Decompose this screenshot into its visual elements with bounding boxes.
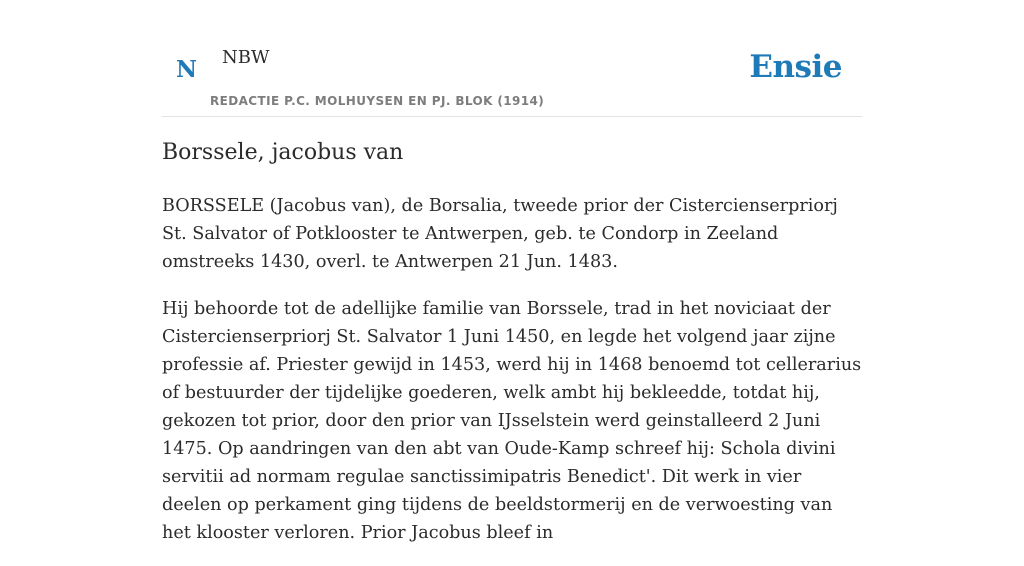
paragraph: Hij behoorde tot de adellijke familie van Borssele, trad in het noviciaat der Cistercienserpriorj St. Salvator 1 Juni 1450, en legde het volgend jaar zijne professie af. Priester gewijd in 1453, werd hij in 1468 benoemd tot cellerarius of bestuurder der tijdelijke goederen, welk ambt hij bekleedde, totdat hij, gekozen tot prior, door den prior van IJsselstein werd geinstalleerd 2 Juni 1475. Op aandringen van den abt van Oude-Kamp schreef hij: Schola divini servitii ad normam regulae sanctissimipatris Benedict'. Dit werk in vier deelen op perkament ging tijdens de beeldstormerij en de verwoesting van het klooster verloren. Prior Jacobus bleef in (162, 299, 862, 543)
source-editors: REDACTIE P.C. MOLHUYSEN EN PJ. BLOK (1914) (210, 94, 545, 108)
paragraph: BORSSELE (Jacobus van), de Borsalia, tweede prior der Cistercienserpriorj St. Salvator of Potklooster te Antwerpen, geb. te Condorp in Zeeland omstreeks 1430, overl. te Antwerpen 21 Jun. 1483. (162, 196, 838, 272)
brand-logo[interactable]: Ensie (749, 49, 842, 85)
article-title: Borssele, jacobus van (162, 140, 404, 165)
page (162, 0, 862, 543)
article-body (162, 192, 862, 566)
source-name[interactable]: NBW (222, 47, 270, 68)
header (162, 0, 862, 117)
source-logo[interactable]: N (176, 56, 198, 83)
